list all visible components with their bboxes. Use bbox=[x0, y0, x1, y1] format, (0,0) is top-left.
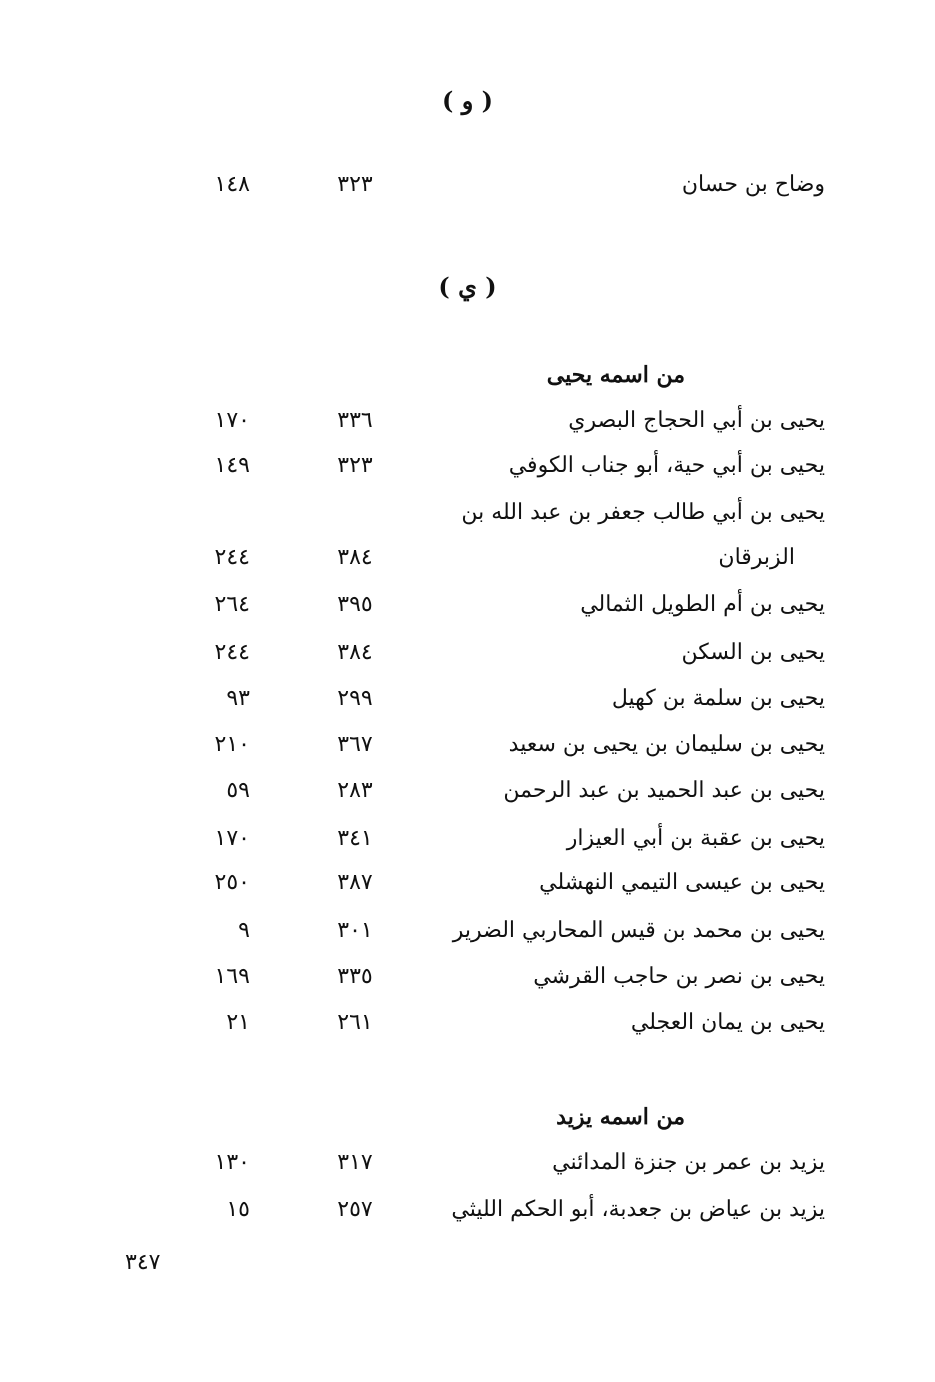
index-entry bbox=[0, 408, 935, 448]
entry-page: ٩ bbox=[238, 918, 250, 943]
entry-number: ٣٨٤ bbox=[337, 545, 373, 570]
entry-number: ٢٩٩ bbox=[337, 686, 373, 711]
entry-name: يحيى بن أبي الحجاج البصري bbox=[568, 408, 825, 433]
entry-name: يحيى بن يمان العجلي bbox=[630, 1010, 825, 1035]
entry-page: ٢٦٤ bbox=[214, 592, 250, 617]
index-entry bbox=[0, 172, 935, 212]
entry-name: يحيى بن أبي طالب جعفر بن عبد الله بن bbox=[461, 500, 825, 525]
entry-page: ١٦٩ bbox=[214, 964, 250, 989]
entry-number: ٣٤١ bbox=[337, 826, 373, 851]
index-entry bbox=[0, 500, 935, 540]
entry-number: ٣٠١ bbox=[337, 918, 373, 943]
index-entry bbox=[0, 640, 935, 680]
entry-name: وضاح بن حسان bbox=[681, 172, 825, 197]
entry-name: يحيى بن أم الطويل الثمالي bbox=[580, 592, 825, 617]
entry-page: ٩٣ bbox=[226, 686, 250, 711]
entry-number: ٣٨٧ bbox=[337, 870, 373, 895]
index-entry bbox=[0, 686, 935, 726]
index-entry bbox=[0, 870, 935, 910]
entry-number: ٣٢٣ bbox=[337, 453, 373, 478]
entry-page: ٢١ bbox=[226, 1010, 250, 1035]
index-entry bbox=[0, 778, 935, 818]
entry-name: يزيد بن عياض بن جعدبة، أبو الحكم الليثي bbox=[451, 1197, 825, 1222]
letter-heading-ya: ( ي ) bbox=[438, 272, 497, 301]
entry-number: ٢٦١ bbox=[337, 1010, 373, 1035]
entry-number: ٣٦٧ bbox=[337, 732, 373, 757]
entry-page: ١٧٠ bbox=[214, 408, 250, 433]
entry-number: ٢٥٧ bbox=[337, 1197, 373, 1222]
index-entry bbox=[0, 592, 935, 632]
entry-name: الزبرقان bbox=[718, 545, 795, 570]
entry-page: ١٤٩ bbox=[214, 453, 250, 478]
entry-name: يحيى بن محمد بن قيس المحاربي الضرير bbox=[452, 918, 825, 943]
entry-name: يحيى بن عقبة بن أبي العيزار bbox=[566, 826, 825, 851]
entry-number: ٣٣٦ bbox=[337, 408, 373, 433]
entry-name: يحيى بن عبد الحميد بن عبد الرحمن bbox=[503, 778, 825, 803]
section-heading-yahya: من اسمه يحيى bbox=[546, 362, 685, 388]
entry-page: ١٤٨ bbox=[214, 172, 250, 197]
entry-page: ١٣٠ bbox=[214, 1150, 250, 1175]
index-entry bbox=[0, 964, 935, 1004]
entry-name: يحيى بن السكن bbox=[681, 640, 825, 665]
entry-name: يحيى بن عيسى التيمي النهشلي bbox=[539, 870, 825, 895]
entry-page: ٢٥٠ bbox=[214, 870, 250, 895]
index-entry bbox=[0, 732, 935, 772]
entry-page: ١٥ bbox=[226, 1197, 250, 1222]
entry-name: يحيى بن نصر بن حاجب القرشي bbox=[533, 964, 825, 989]
page-number: ٣٤٧ bbox=[125, 1250, 161, 1275]
entry-name: يحيى بن سليمان بن يحيى بن سعيد bbox=[508, 732, 825, 757]
section-heading-yazid: من اسمه يزيد bbox=[556, 1104, 685, 1130]
entry-page: ١٧٠ bbox=[214, 826, 250, 851]
index-entry bbox=[0, 918, 935, 958]
entry-number: ٣٢٣ bbox=[337, 172, 373, 197]
entry-page: ٥٩ bbox=[226, 778, 250, 803]
entry-name: يزيد بن عمر بن جنزة المدائني bbox=[552, 1150, 825, 1175]
index-entry bbox=[0, 1150, 935, 1190]
index-entry bbox=[0, 453, 935, 493]
entry-name: يحيى بن أبي حية، أبو جناب الكوفي bbox=[508, 453, 825, 478]
index-entry bbox=[0, 1010, 935, 1050]
entry-page: ٢١٠ bbox=[214, 732, 250, 757]
entry-name: يحيى بن سلمة بن كهيل bbox=[611, 686, 825, 711]
letter-heading-waw: ( و ) bbox=[441, 86, 493, 115]
entry-page: ٢٤٤ bbox=[214, 545, 250, 570]
entry-number: ٣٩٥ bbox=[337, 592, 373, 617]
entry-number: ٣٣٥ bbox=[337, 964, 373, 989]
entry-number: ٣١٧ bbox=[337, 1150, 373, 1175]
index-entry bbox=[0, 1197, 935, 1237]
entry-number: ٢٨٣ bbox=[337, 778, 373, 803]
entry-page: ٢٤٤ bbox=[214, 640, 250, 665]
index-entry bbox=[0, 826, 935, 866]
entry-number: ٣٨٤ bbox=[337, 640, 373, 665]
index-entry-continuation bbox=[0, 545, 935, 585]
